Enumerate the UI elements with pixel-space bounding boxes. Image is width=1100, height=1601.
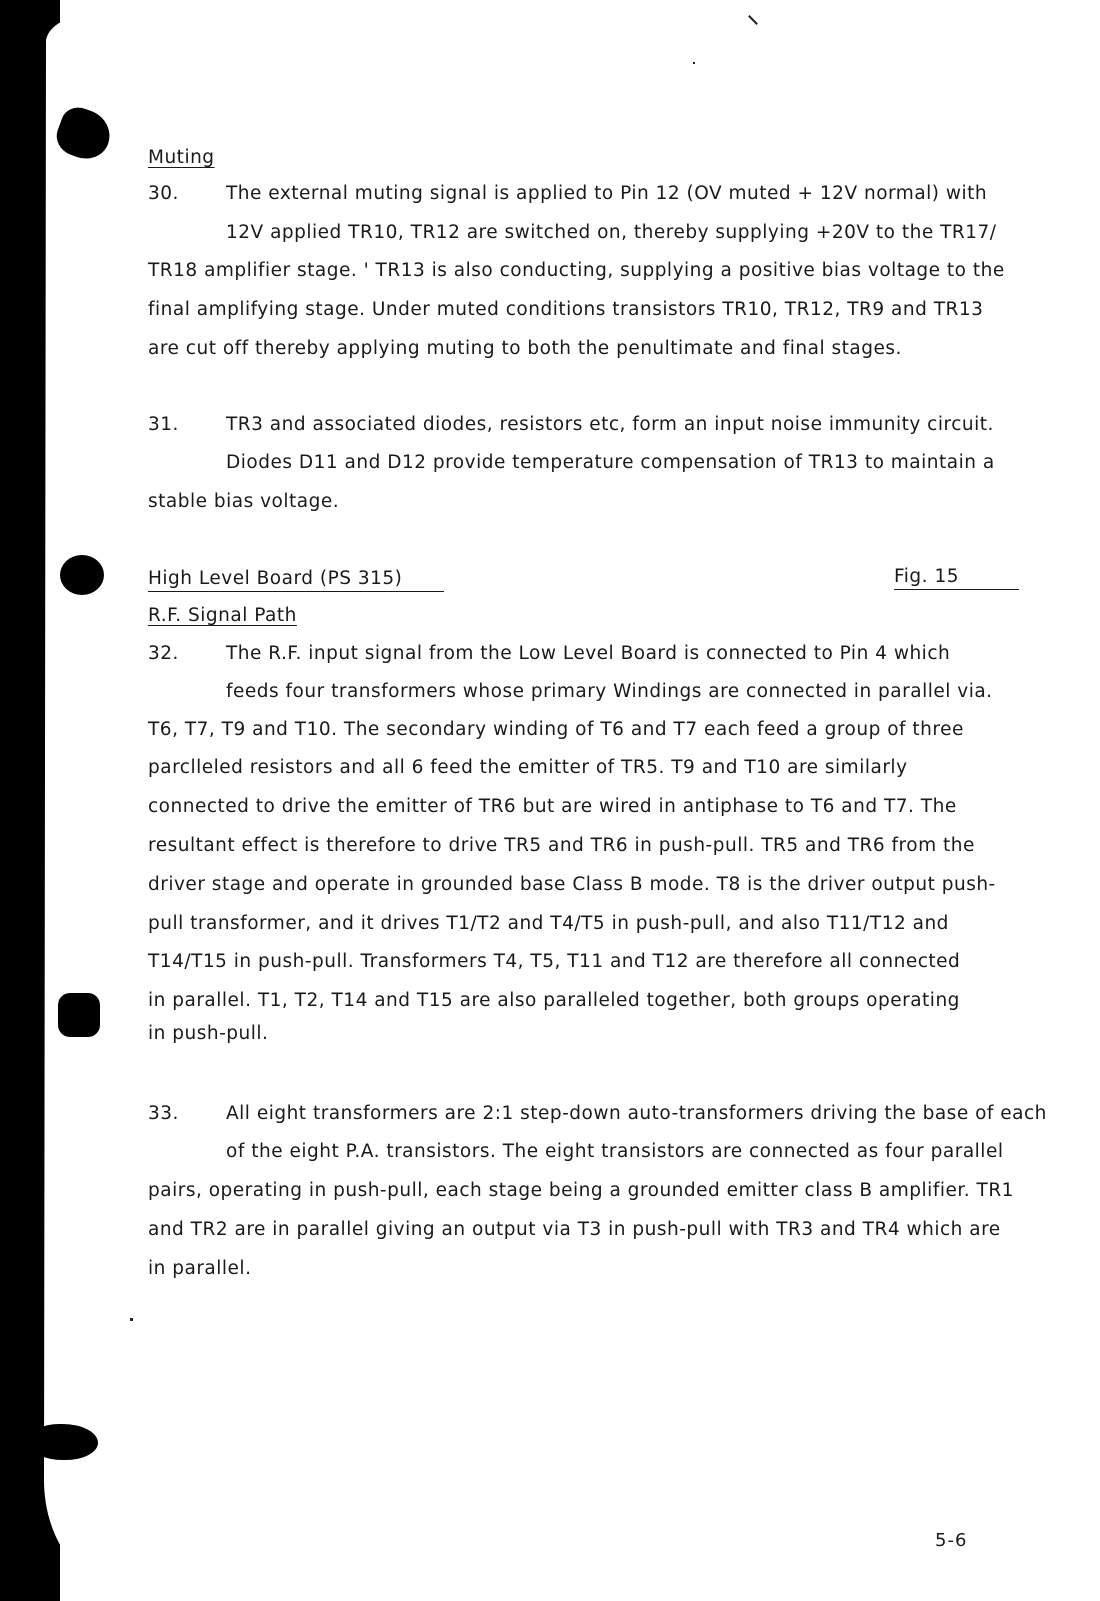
scan-mark (748, 15, 758, 25)
rf-signal-path-heading (148, 605, 1038, 626)
paragraph-number: 32. (148, 643, 179, 664)
punch-hole (30, 1424, 98, 1460)
paragraph-line: TR18 amplifier stage. ' TR13 is also conducting, supplying a positive bias voltage to the (148, 260, 1005, 281)
paragraph-line: 12V applied TR10, TR12 are switched on, thereby supplying +20V to the TR17/ (226, 222, 997, 243)
paragraph-line: The R.F. input signal from the Low Level Board is connected to Pin 4 which (226, 643, 951, 664)
paragraph-line: T6, T7, T9 and T10. The secondary winding of T6 and T7 each feed a group of three (148, 719, 964, 740)
paragraph-line: The external muting signal is applied to Pin 12 (OV muted + 12V normal) with (226, 183, 988, 204)
page-number: 5-6 (935, 1530, 968, 1551)
paragraph-line: resultant effect is therefore to drive TR5 and TR6 in push-pull. TR5 and TR6 from the (148, 835, 975, 856)
punch-hole (60, 555, 104, 595)
paragraph-line: feeds four transformers whose primary Windings are connected in parallel via. (226, 681, 993, 702)
paragraph-line: pairs, operating in push-pull, each stage being a grounded emitter class B amplifier. TR1 (148, 1180, 1014, 1201)
paragraph-line: Diodes D11 and D12 provide temperature compensation of TR13 to maintain a (226, 452, 995, 473)
muting-heading-text: Muting (148, 147, 215, 168)
paragraph-line: are cut off thereby applying muting to both the penultimate and final stages. (148, 338, 902, 359)
figure-reference: Fig. 15 (894, 566, 1019, 590)
paragraph-line: in push-pull. (148, 1023, 269, 1044)
paragraph-number: 33. (148, 1103, 179, 1124)
scan-mark (693, 62, 695, 64)
paragraph-line: in parallel. (148, 1258, 252, 1279)
paragraph-line: final amplifying stage. Under muted conditions transistors TR10, TR12, TR9 and TR13 (148, 299, 984, 320)
paragraph-line: parclleled resistors and all 6 feed the emitter of TR5. T9 and T10 are similarly (148, 757, 908, 778)
paragraph-line: TR3 and associated diodes, resistors etc, form an input noise immunity circuit. (226, 414, 994, 435)
paragraph-line: in parallel. T1, T2, T14 and T15 are also paralleled together, both groups operating (148, 990, 960, 1011)
muting-heading (148, 147, 1038, 168)
paragraph-line: stable bias voltage. (148, 491, 340, 512)
punch-hole (58, 993, 100, 1037)
paragraph-number: 31. (148, 414, 179, 435)
paragraph-number: 30. (148, 183, 179, 204)
paragraph-line: All eight transformers are 2:1 step-down auto-transformers driving the base of each (226, 1103, 1047, 1124)
rf-signal-path-text: R.F. Signal Path (148, 605, 297, 626)
paragraph-line: T14/T15 in push-pull. Transformers T4, T5, T11 and T12 are therefore all connected (148, 951, 961, 972)
paragraph-line: of the eight P.A. transistors. The eight transistors are connected as four parallel (226, 1141, 1004, 1162)
paragraph-line: connected to drive the emitter of TR6 but are wired in antiphase to T6 and T7. The (148, 796, 957, 817)
paragraph-line: driver stage and operate in grounded base Class B mode. T8 is the driver output push- (148, 874, 996, 895)
high-level-heading-text: High Level Board (PS 315) (148, 568, 444, 592)
paragraph-line: and TR2 are in parallel giving an output via T3 in push-pull with TR3 and TR4 which are (148, 1219, 1001, 1240)
scan-mark (130, 1318, 133, 1321)
punch-hole (51, 103, 116, 166)
paragraph-line: pull transformer, and it drives T1/T2 and T4/T5 in push-pull, and also T11/T12 and (148, 913, 949, 934)
scan-edge (0, 0, 60, 1601)
